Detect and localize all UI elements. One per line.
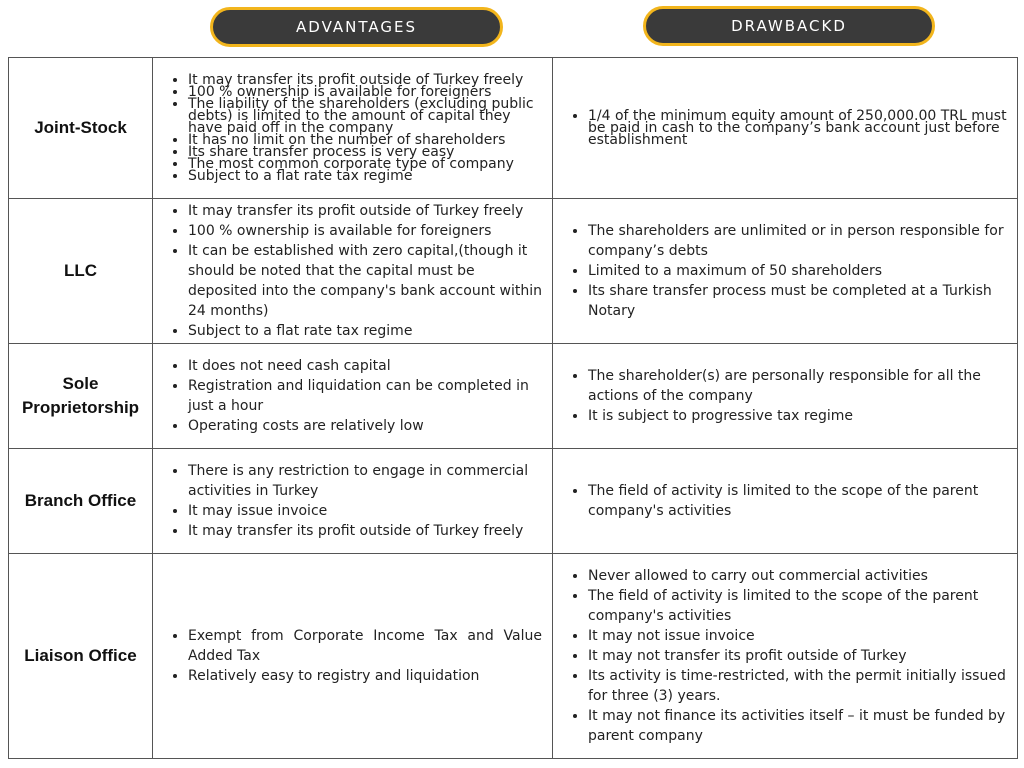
advantages-header [210,7,503,47]
list-item: • The field of activity is limited to the scope of the parent company's activities [588,481,1007,521]
drawbacks-cell [553,449,1018,554]
list-item: • Relatively easy to registry and liquidation [188,666,542,686]
list-item: • It may not issue invoice [588,626,1007,646]
list-item: • It may not finance its activities itself – it must be funded by parent company [588,706,1007,746]
list-item: • It may not transfer its profit outside of Turkey [588,646,1007,666]
list-item: • It can be established with zero capital,(though it should be noted that the capital must be deposited into the company's bank account within 24 months) [188,241,542,321]
drawbacks-list [553,566,1017,746]
list-item: • Subject to a flat rate tax regime [188,170,542,182]
drawbacks-header [643,6,935,46]
company-type-cell [9,58,153,199]
advantages-list [153,356,552,436]
company-type-label: Branch Office [24,491,137,510]
company-type-cell [9,344,153,449]
drawbacks-cell [553,554,1018,759]
list-item: • The most common corporate type of company [188,158,542,170]
list-item: • It may issue invoice [188,501,542,521]
list-item: • Exempt from Corporate Income Tax and Value Added Tax [188,626,542,666]
list-item: • It may transfer its profit outside of Turkey freely [188,201,542,221]
company-type-label: Sole Proprietorship [21,374,140,417]
drawbacks-cell [553,58,1018,199]
list-item: • 1/4 of the minimum equity amount of 250,000.00 TRL must be paid in cash to the company’s bank account just before establishment [588,110,1007,146]
list-item: • The field of activity is limited to the scope of the parent company's activities [588,586,1007,626]
company-type-cell [9,554,153,759]
table-row-llc [9,199,1018,344]
list-item: • Operating costs are relatively low [188,416,542,436]
list-item: • It is subject to progressive tax regime [588,406,1007,426]
advantages-cell [153,344,553,449]
list-item: • 100 % ownership is available for foreigners [188,221,542,241]
table-row-liaison-office [9,554,1018,759]
advantages-list [153,74,552,182]
advantages-cell [153,554,553,759]
list-item: • It does not need cash capital [188,356,542,376]
company-type-cell [9,449,153,554]
advantages-header-label: ADVANTAGES [296,18,417,36]
list-item: • Its share transfer process must be completed at a Turkish Notary [588,281,1007,321]
list-item: • The liability of the shareholders (excluding public debts) is limited to the amount of capital they have paid off in the company [188,98,542,134]
drawbacks-list [553,221,1017,321]
advantages-list [153,461,552,541]
list-item: • Subject to a flat rate tax regime [188,321,542,341]
list-item: • Its share transfer process is very easy [188,146,542,158]
company-type-label: Joint-Stock [34,118,127,137]
drawbacks-list [553,481,1017,521]
list-item: • It may transfer its profit outside of Turkey freely [188,521,542,541]
drawbacks-list [553,110,1017,146]
table-row-joint-stock [9,58,1018,199]
table-row-branch-office [9,449,1018,554]
list-item: • There is any restriction to engage in commercial activities in Turkey [188,461,542,501]
drawbacks-cell [553,344,1018,449]
comparison-table [8,57,1018,759]
advantages-cell [153,58,553,199]
list-item: • The shareholder(s) are personally responsible for all the actions of the company [588,366,1007,406]
company-type-label: Liaison Office [24,646,137,665]
list-item: • Limited to a maximum of 50 shareholders [588,261,1007,281]
list-item: • It may transfer its profit outside of Turkey freely [188,74,542,86]
advantages-list [153,201,552,341]
list-item: • The shareholders are unlimited or in person responsible for company’s debts [588,221,1007,261]
company-type-cell [9,199,153,344]
list-item: • Registration and liquidation can be completed in just a hour [188,376,542,416]
drawbacks-cell [553,199,1018,344]
drawbacks-list [553,366,1017,426]
list-item: • Never allowed to carry out commercial activities [588,566,1007,586]
advantages-list [153,626,552,686]
advantages-cell [153,449,553,554]
drawbacks-header-label: DRAWBACKD [731,17,847,35]
list-item: • Its activity is time-restricted, with the permit initially issued for three (3) years. [588,666,1007,706]
company-type-label: LLC [63,261,98,280]
table-row-sole-proprietorship [9,344,1018,449]
list-item: • It has no limit on the number of shareholders [188,134,542,146]
advantages-cell [153,199,553,344]
list-item: • 100 % ownership is available for foreigners [188,86,542,98]
